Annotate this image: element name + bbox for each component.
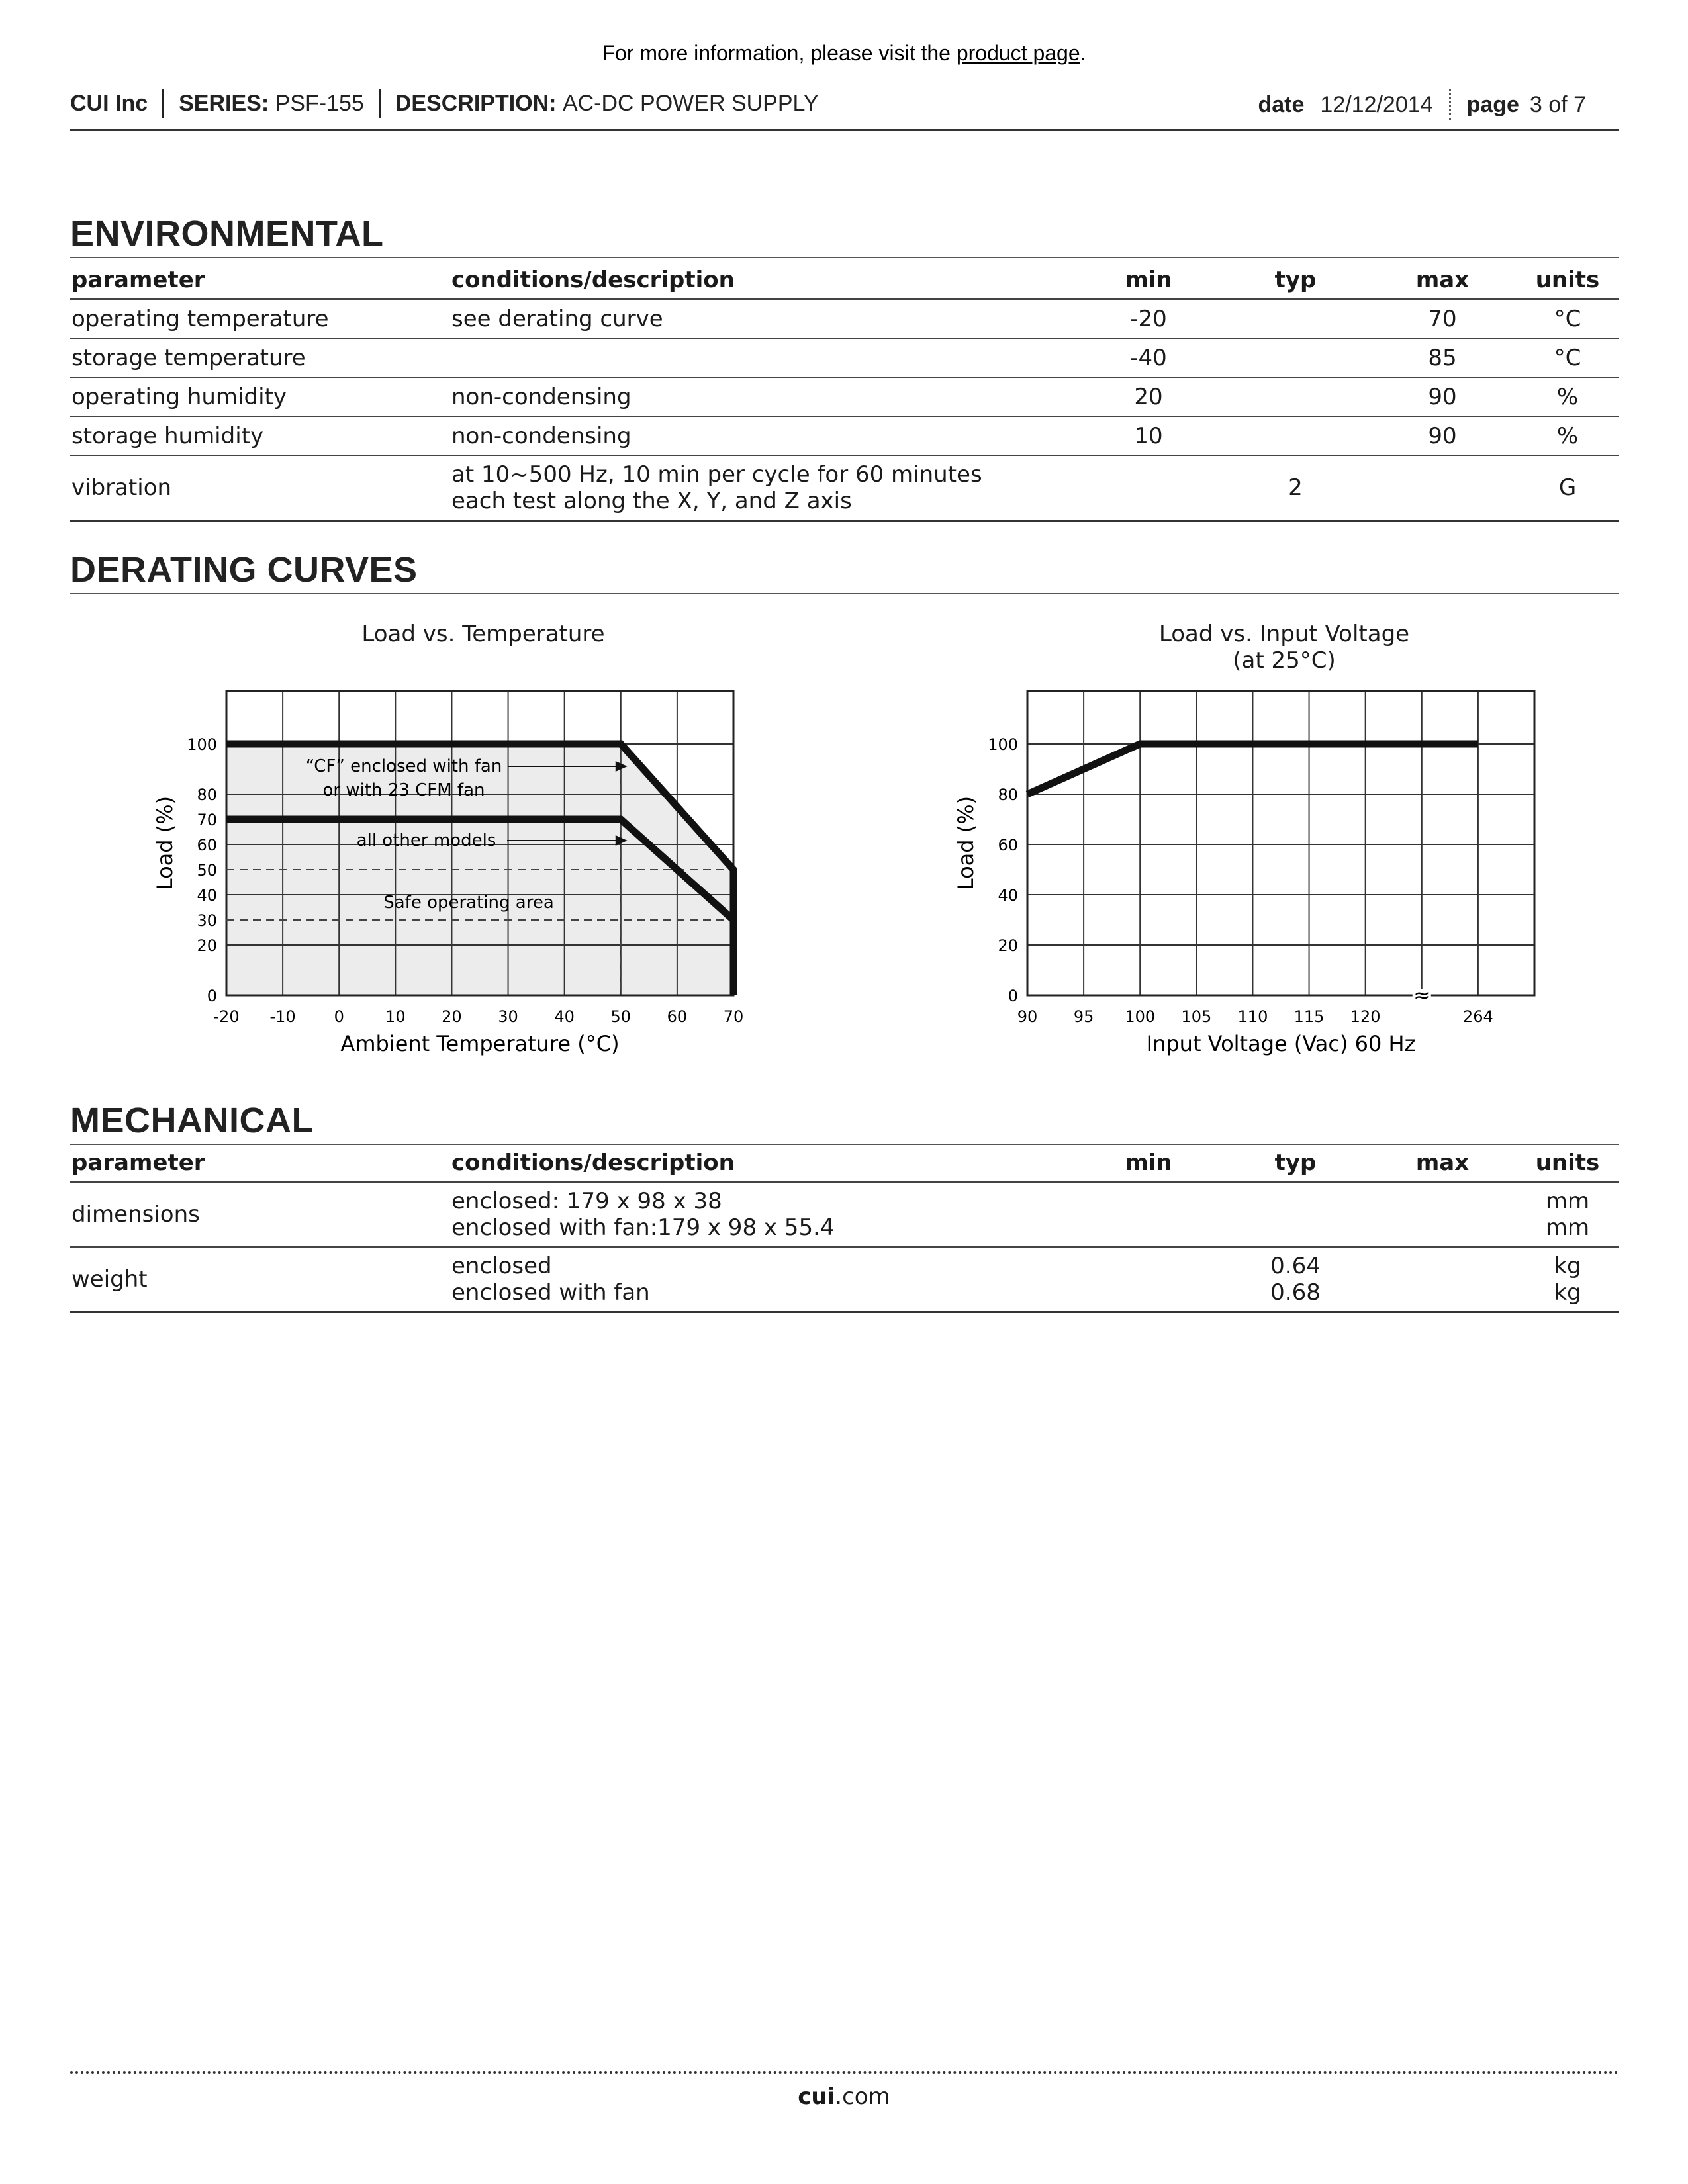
- y-tick-label: 80: [998, 786, 1018, 804]
- cell-units: °C: [1516, 299, 1619, 338]
- x-tick-label: 10: [385, 1007, 406, 1026]
- derating-title: DERATING CURVES: [70, 549, 1619, 594]
- table-row: [70, 455, 1619, 520]
- cell-units-line2: mm: [1545, 1214, 1590, 1241]
- cell-min: -20: [1075, 299, 1222, 338]
- cell-units-line1: mm: [1545, 1188, 1590, 1214]
- table-row: [70, 338, 1619, 377]
- environmental-title: ENVIRONMENTAL: [70, 213, 1619, 258]
- cell-parameter: storage temperature: [70, 338, 450, 377]
- cell-typ: [1222, 1182, 1369, 1247]
- cell-typ: [1222, 377, 1369, 416]
- y-tick-label: 60: [998, 836, 1018, 854]
- environmental-table: [70, 261, 1619, 522]
- cell-min: [1075, 1182, 1222, 1247]
- cell-typ: [1222, 299, 1369, 338]
- cell-min: [1075, 1247, 1222, 1312]
- series-label: SERIES:: [179, 90, 269, 116]
- company-name: CUI Inc: [70, 90, 148, 116]
- annotation-other-models: all other models: [356, 831, 496, 850]
- col-parameter: parameter: [70, 1144, 450, 1182]
- cell-conditions-line1: enclosed: 179 x 98 x 38: [451, 1188, 722, 1214]
- x-tick-label: 110: [1237, 1007, 1268, 1026]
- cell-max: 85: [1369, 338, 1516, 377]
- cell-conditions-line2: enclosed with fan: [451, 1279, 650, 1306]
- y-axis-label: Load (%): [152, 796, 177, 891]
- cell-min: [1075, 455, 1222, 520]
- y-tick-label: 100: [988, 735, 1018, 754]
- y-tick-label: 30: [197, 911, 217, 930]
- cell-max: 90: [1369, 377, 1516, 416]
- product-page-link[interactable]: product page: [956, 41, 1080, 65]
- table-row: [70, 299, 1619, 338]
- col-parameter: parameter: [70, 261, 450, 299]
- col-units: units: [1516, 261, 1619, 299]
- y-tick-label: 20: [998, 936, 1018, 955]
- chart2-title-line1: Load vs. Input Voltage: [1158, 621, 1410, 647]
- cell-conditions-line1: at 10~500 Hz, 10 min per cycle for 60 minutes: [451, 461, 982, 488]
- col-max: max: [1369, 1144, 1516, 1182]
- cell-typ: [1222, 416, 1369, 455]
- footer-divider: [70, 2071, 1619, 2074]
- table-header-row: [70, 1144, 1619, 1182]
- x-axis-label: Input Voltage (Vac) 60 Hz: [1146, 1031, 1416, 1056]
- x-tick-label: 105: [1181, 1007, 1212, 1026]
- col-units: units: [1516, 1144, 1619, 1182]
- cell-conditions: see derating curve: [450, 299, 1075, 338]
- cell-min: 10: [1075, 416, 1222, 455]
- x-tick-label: 264: [1462, 1007, 1493, 1026]
- cell-conditions: [450, 1247, 1075, 1312]
- x-tick-label: 0: [334, 1007, 344, 1026]
- y-tick-label: 80: [197, 786, 217, 804]
- chart2-subtitle: (at 25°C): [1233, 647, 1336, 674]
- x-tick-label: 120: [1350, 1007, 1381, 1026]
- x-tick-label: 50: [610, 1007, 632, 1026]
- cell-units-line2: kg: [1554, 1279, 1581, 1306]
- cell-min: -40: [1075, 338, 1222, 377]
- cell-conditions-line2: each test along the X, Y, and Z axis: [451, 487, 852, 514]
- col-typ: typ: [1222, 1144, 1369, 1182]
- mechanical-title: MECHANICAL: [70, 1100, 1619, 1145]
- plot-frame: [1027, 691, 1534, 995]
- cell-units: [1516, 1247, 1619, 1312]
- info-note-suffix: .: [1080, 41, 1086, 65]
- cell-typ: [1222, 1247, 1369, 1312]
- description-value: AC-DC POWER SUPPLY: [562, 90, 819, 116]
- chart1-title: Load vs. Temperature: [361, 621, 605, 647]
- page-value: 3 of 7: [1529, 91, 1586, 117]
- table-row: [70, 1182, 1619, 1247]
- x-tick-label: 90: [1017, 1007, 1038, 1026]
- x-tick-label: 115: [1293, 1007, 1325, 1026]
- y-tick-label: 20: [197, 936, 217, 955]
- cell-conditions-line1: enclosed: [451, 1252, 552, 1279]
- cell-max: [1369, 1182, 1516, 1247]
- cell-conditions: [450, 455, 1075, 520]
- x-axis-label: Ambient Temperature (°C): [340, 1031, 620, 1056]
- cell-parameter: dimensions: [70, 1182, 450, 1247]
- footer-brand: cui: [798, 2083, 835, 2110]
- series-value: PSF-155: [275, 90, 364, 116]
- cell-conditions-line2: enclosed with fan:179 x 98 x 55.4: [451, 1214, 835, 1241]
- chart2-title: [1086, 621, 1483, 674]
- cell-conditions: [450, 338, 1075, 377]
- x-tick-label: 40: [554, 1007, 575, 1026]
- x-tick-label: 60: [667, 1007, 688, 1026]
- y-tick-label: 0: [1008, 987, 1018, 1005]
- cell-units: %: [1516, 416, 1619, 455]
- x-tick-label: 30: [498, 1007, 518, 1026]
- cell-units: [1516, 1182, 1619, 1247]
- cell-typ: 2: [1222, 455, 1369, 520]
- x-tick-label: 70: [723, 1007, 744, 1026]
- description-label: DESCRIPTION:: [395, 90, 557, 116]
- y-tick-label: 40: [998, 886, 1018, 905]
- axis-break-mark: ≈: [1413, 984, 1430, 1007]
- cell-conditions: [450, 1182, 1075, 1247]
- x-tick-label: -20: [213, 1007, 240, 1026]
- col-min: min: [1075, 1144, 1222, 1182]
- header-divider: [379, 89, 381, 118]
- x-tick-label: 20: [442, 1007, 462, 1026]
- header-divider: [162, 89, 164, 118]
- footer: [0, 2083, 1688, 2110]
- cell-parameter: vibration: [70, 455, 450, 520]
- mechanical-table: [70, 1144, 1619, 1313]
- y-axis-label: Load (%): [953, 796, 978, 891]
- y-tick-label: 100: [187, 735, 217, 754]
- cell-units-line1: kg: [1554, 1252, 1581, 1279]
- y-tick-label: 70: [197, 811, 217, 829]
- cell-conditions: non-condensing: [450, 416, 1075, 455]
- page-header: [70, 85, 1619, 131]
- cell-parameter: operating humidity: [70, 377, 450, 416]
- voltage-derating-chart: [933, 675, 1569, 1066]
- cell-typ: [1222, 338, 1369, 377]
- col-max: max: [1369, 261, 1516, 299]
- y-tick-label: 50: [197, 861, 217, 880]
- y-tick-label: 60: [197, 836, 217, 854]
- y-tick-label: 40: [197, 886, 217, 905]
- col-conditions: conditions/description: [450, 261, 1075, 299]
- annotation-safe-area: Safe operating area: [383, 893, 554, 913]
- header-dotted-divider: [1449, 89, 1451, 120]
- cell-units: %: [1516, 377, 1619, 416]
- annotation-cf-line2: or with 23 CFM fan: [322, 780, 485, 800]
- cell-max: 90: [1369, 416, 1516, 455]
- cell-typ-line1: 0.64: [1270, 1252, 1321, 1279]
- x-tick-label: 100: [1125, 1007, 1156, 1026]
- x-tick-label: -10: [269, 1007, 296, 1026]
- cell-max: 70: [1369, 299, 1516, 338]
- cell-min: 20: [1075, 377, 1222, 416]
- cell-max: [1369, 1247, 1516, 1312]
- annotation-cf-line1: “CF” enclosed with fan: [305, 756, 502, 776]
- page-label: page: [1466, 91, 1519, 117]
- y-tick-label: 0: [207, 987, 217, 1005]
- table-row: [70, 416, 1619, 455]
- info-note: [0, 41, 1688, 66]
- cell-units: G: [1516, 455, 1619, 520]
- temperature-derating-chart: [132, 675, 768, 1066]
- cell-typ-line2: 0.68: [1270, 1279, 1321, 1306]
- cell-max: [1369, 455, 1516, 520]
- footer-domain: .com: [835, 2083, 890, 2110]
- cell-parameter: weight: [70, 1247, 450, 1312]
- info-note-text: For more information, please visit the: [602, 41, 957, 65]
- cell-units: °C: [1516, 338, 1619, 377]
- table-row: [70, 1247, 1619, 1312]
- col-typ: typ: [1222, 261, 1369, 299]
- col-conditions: conditions/description: [450, 1144, 1075, 1182]
- date-value: 12/12/2014: [1320, 91, 1433, 117]
- col-min: min: [1075, 261, 1222, 299]
- table-row: [70, 377, 1619, 416]
- cell-parameter: storage humidity: [70, 416, 450, 455]
- cell-conditions: non-condensing: [450, 377, 1075, 416]
- x-tick-label: 95: [1073, 1007, 1094, 1026]
- table-header-row: [70, 261, 1619, 299]
- cell-parameter: operating temperature: [70, 299, 450, 338]
- date-label: date: [1258, 91, 1305, 117]
